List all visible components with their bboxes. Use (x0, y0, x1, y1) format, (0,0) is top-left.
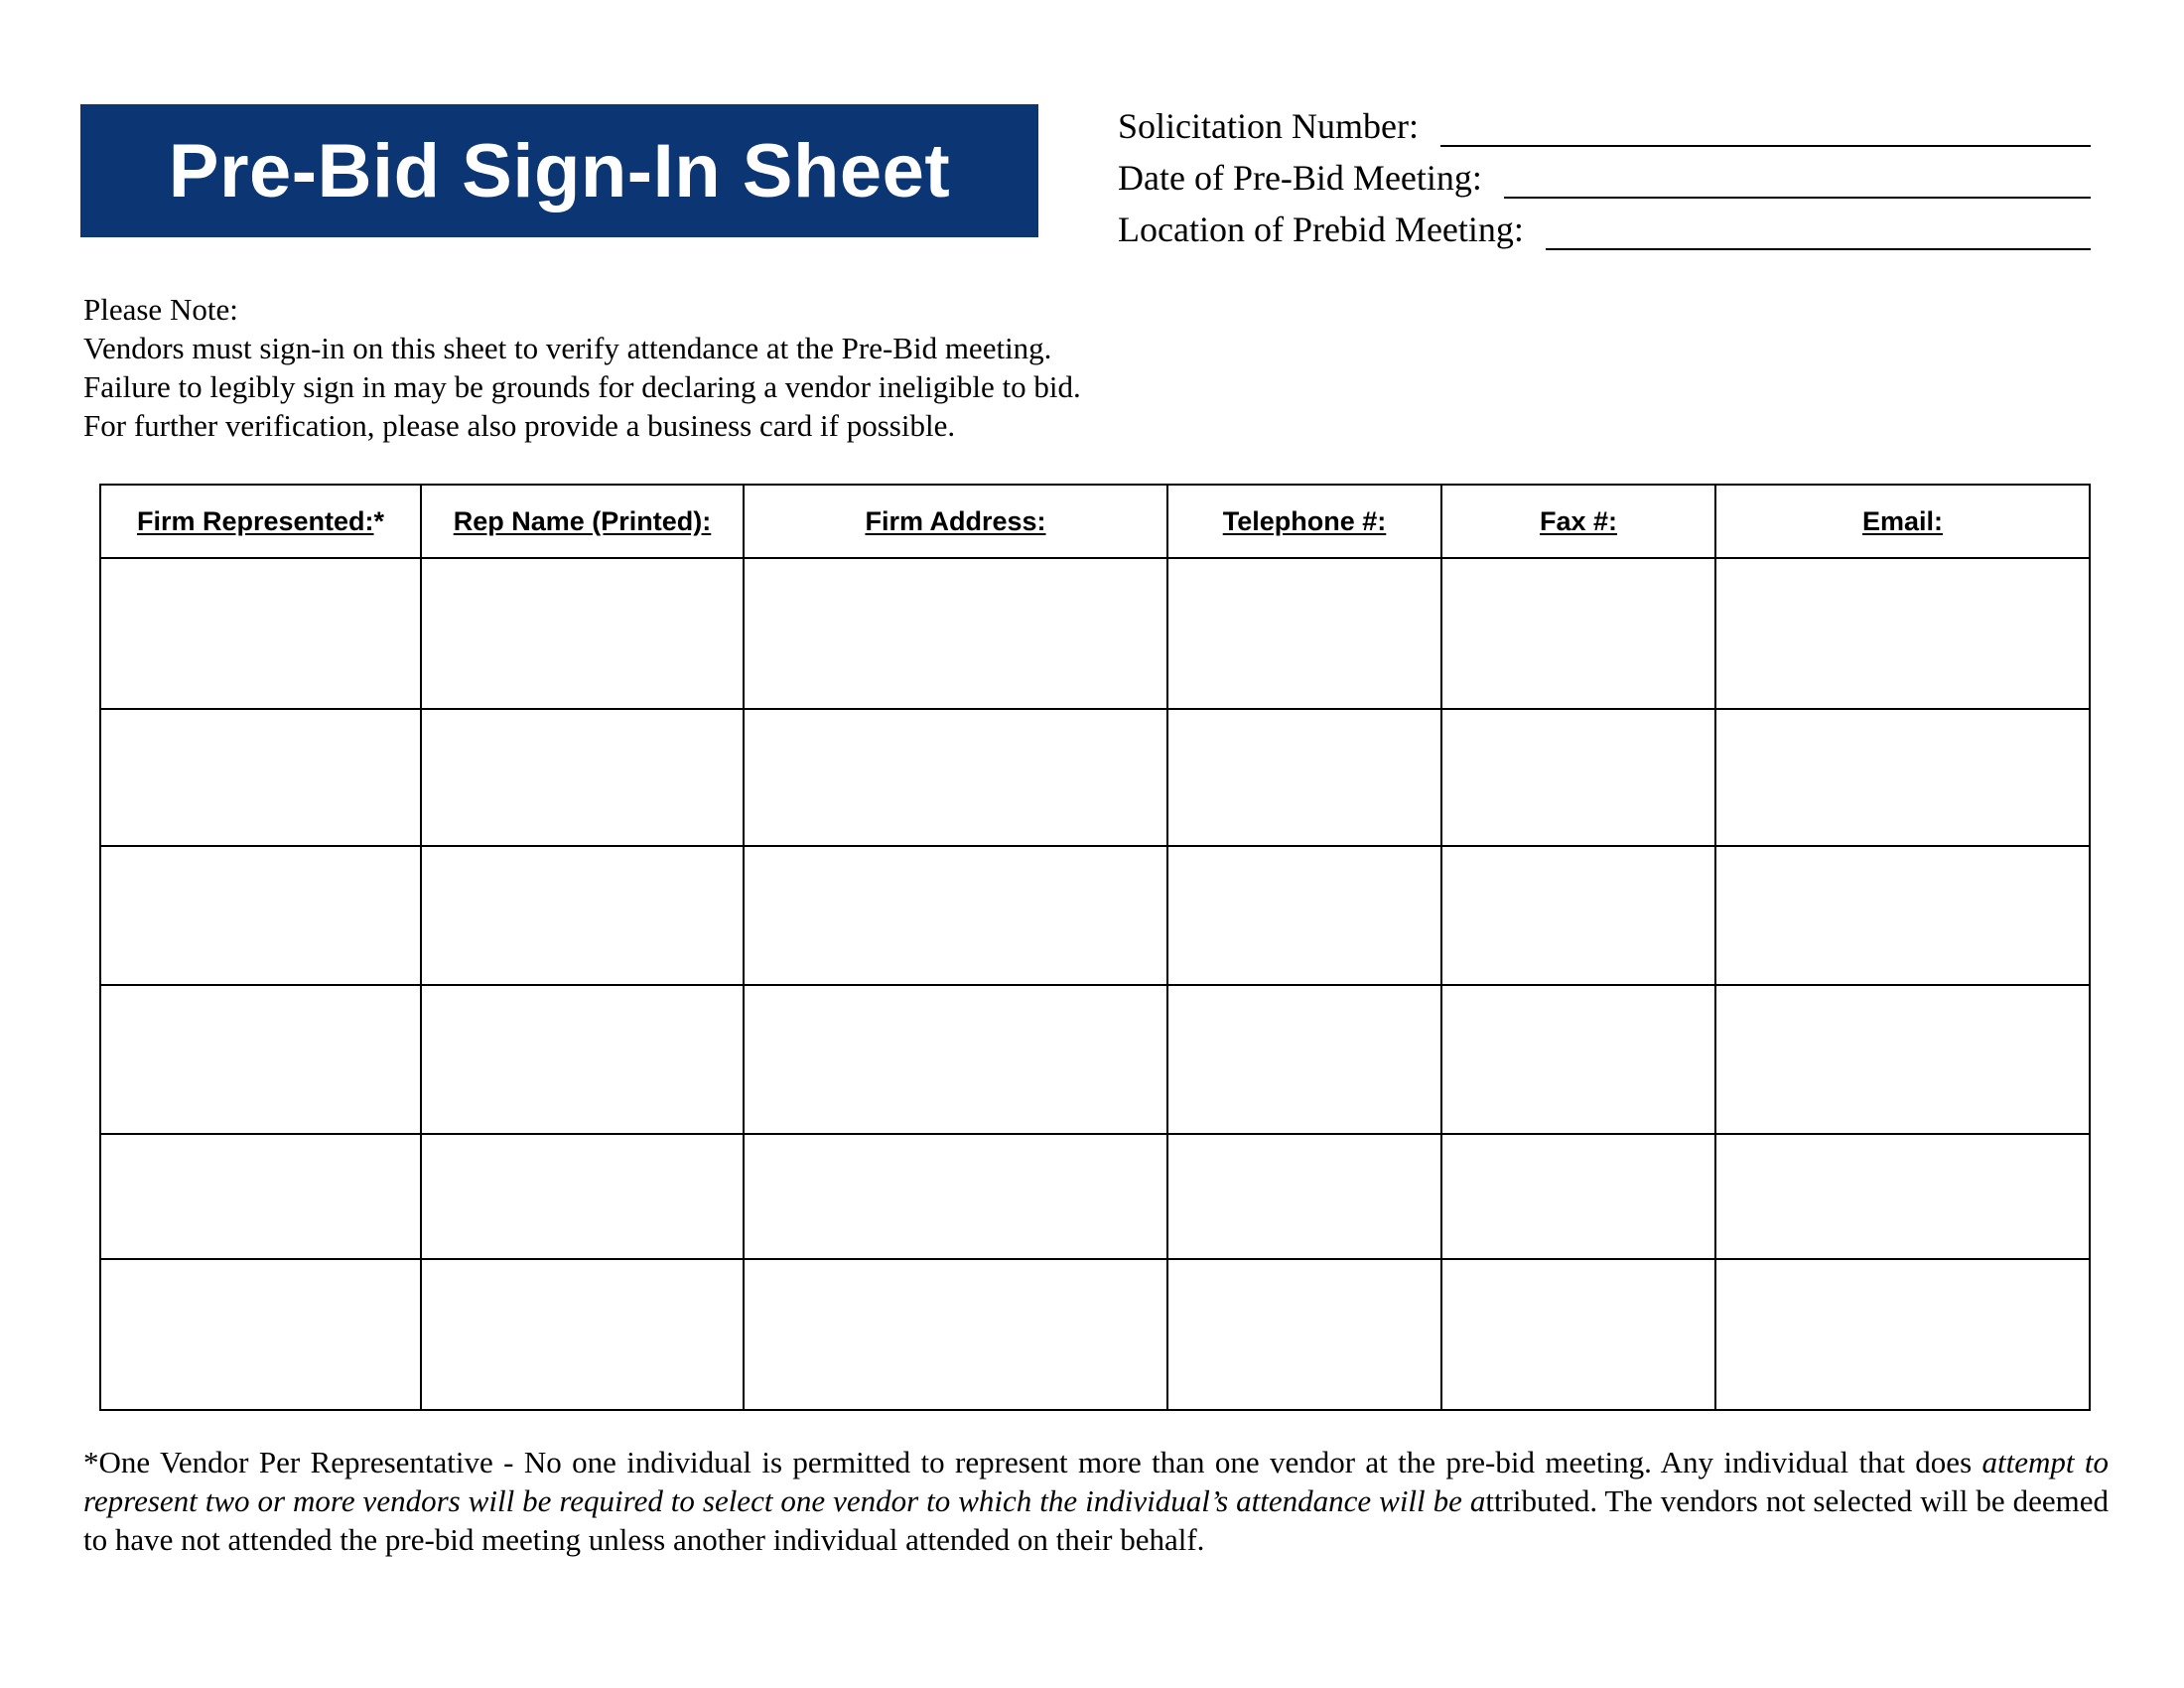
footnote-text: *One Vendor Per Representative - No one individual is permitted to represent more than one vendor at the pre-bid meeting. Any individual that does (83, 1445, 1982, 1479)
table-cell[interactable] (1441, 709, 1715, 846)
table-row (100, 709, 2090, 846)
meeting-date-field (1118, 147, 2091, 199)
table-cell[interactable] (744, 1259, 1167, 1410)
table-header-row (100, 485, 2090, 558)
note-block (83, 290, 1374, 445)
table-cell[interactable] (421, 846, 744, 985)
column-header-telephone (1167, 485, 1441, 558)
solicitation-number-field (1118, 95, 2091, 147)
table-cell[interactable] (1441, 846, 1715, 985)
column-header-firm-represented (100, 485, 421, 558)
meeting-location-field (1118, 199, 2091, 250)
table-cell[interactable] (1441, 558, 1715, 709)
meeting-date-blank[interactable] (1504, 159, 2091, 199)
table-cell[interactable] (1715, 846, 2090, 985)
table-cell[interactable] (100, 846, 421, 985)
table-cell[interactable] (1715, 1134, 2090, 1259)
solicitation-number-blank[interactable] (1440, 107, 2091, 147)
column-header-label: Telephone #: (1222, 505, 1387, 536)
note-line: Failure to legibly sign in may be grounds for declaring a vendor ineligible to bid. (83, 369, 1081, 404)
table-row (100, 985, 2090, 1134)
table-cell[interactable] (744, 846, 1167, 985)
column-header-label: Firm Address: (865, 505, 1046, 536)
table-cell[interactable] (1715, 1259, 2090, 1410)
meeting-date-label: Date of Pre-Bid Meeting: (1118, 158, 1482, 198)
column-header-label: Firm Represented: (136, 505, 374, 536)
table-cell[interactable] (421, 985, 744, 1134)
column-header-label: Email: (1861, 505, 1944, 536)
column-header-firm-address (744, 485, 1167, 558)
page-title: Pre-Bid Sign-In Sheet (168, 128, 951, 213)
table-cell[interactable] (1441, 985, 1715, 1134)
column-header-fax (1441, 485, 1715, 558)
sign-in-table (99, 484, 2091, 1411)
note-heading: Please Note: (83, 292, 238, 327)
table-cell[interactable] (744, 985, 1167, 1134)
table-cell[interactable] (100, 1134, 421, 1259)
footnote (83, 1443, 2109, 1559)
table-row (100, 846, 2090, 985)
column-header-rep-name (421, 485, 744, 558)
column-header-label: Rep Name (Printed): (453, 505, 712, 536)
table-cell[interactable] (1167, 985, 1441, 1134)
table-row (100, 558, 2090, 709)
note-line: Vendors must sign-in on this sheet to verify attendance at the Pre-Bid meeting. (83, 331, 1052, 365)
table-cell[interactable] (1715, 709, 2090, 846)
table-cell[interactable] (744, 709, 1167, 846)
table-cell[interactable] (1167, 1259, 1441, 1410)
column-header-label: Fax #: (1539, 505, 1618, 536)
table-cell[interactable] (421, 1259, 744, 1410)
note-line: For further verification, please also provide a business card if possible. (83, 408, 956, 443)
table-cell[interactable] (1167, 1134, 1441, 1259)
table-cell[interactable] (1167, 558, 1441, 709)
table-cell[interactable] (421, 1134, 744, 1259)
meeting-location-blank[interactable] (1546, 211, 2091, 250)
table-cell[interactable] (100, 1259, 421, 1410)
title-banner (80, 104, 1038, 237)
table-cell[interactable] (1715, 985, 2090, 1134)
table-row (100, 1134, 2090, 1259)
footnote-text: ttributed. The vendors not selected will be deemed to have not attended the pre-bid meeting unless another individual attended on their behalf. (83, 1483, 2109, 1557)
table-cell[interactable] (744, 558, 1167, 709)
table-cell[interactable] (421, 709, 744, 846)
table-cell[interactable] (1167, 846, 1441, 985)
table-cell[interactable] (100, 985, 421, 1134)
meeting-location-label: Location of Prebid Meeting: (1118, 210, 1524, 249)
table-cell[interactable] (744, 1134, 1167, 1259)
table-cell[interactable] (100, 709, 421, 846)
required-asterisk: * (373, 505, 385, 536)
column-header-email (1715, 485, 2090, 558)
solicitation-number-label: Solicitation Number: (1118, 106, 1419, 146)
table-cell[interactable] (100, 558, 421, 709)
table-row (100, 1259, 2090, 1410)
table-cell[interactable] (1167, 709, 1441, 846)
table-cell[interactable] (1441, 1259, 1715, 1410)
table-cell[interactable] (421, 558, 744, 709)
header-fields (1118, 95, 2091, 250)
footnote-italic-text: attempt to represent two or more vendors will be required to select one vendor to which the individual’s attendance will be a (83, 1445, 2109, 1518)
table-cell[interactable] (1441, 1134, 1715, 1259)
table-cell[interactable] (1715, 558, 2090, 709)
